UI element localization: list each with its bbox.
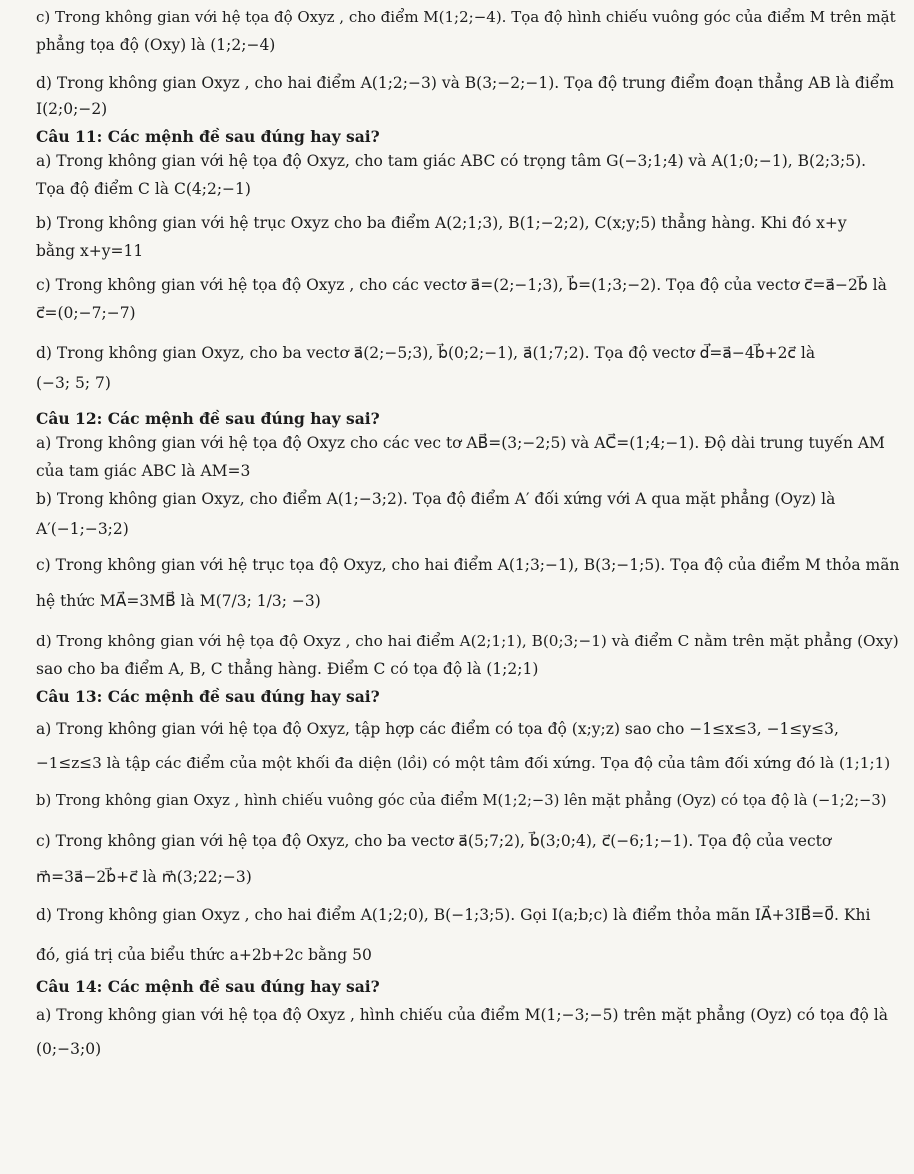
- text-line: (0;−3;0): [36, 1040, 102, 1058]
- text-line: Tọa độ điểm C là C(4;2;−1): [36, 180, 251, 198]
- text-line: d) Trong không gian Oxyz , cho hai điểm A(1;2;0), B(−1;3;5). Gọi I(a;b;c) là điểm thỏa mãn IA⃗+3IB⃗=0⃗. Khi: [36, 906, 871, 924]
- text-line: d) Trong không gian với hệ tọa độ Oxyz , cho hai điểm A(2;1;1), B(0;3;−1) và điểm C nằm trên mặt phẳng (Oxy): [36, 632, 899, 650]
- text-line: a) Trong không gian với hệ tọa độ Oxyz, tập hợp các điểm có tọa độ (x;y;z) sao cho −1≤x≤3, −1≤y≤3,: [36, 720, 839, 738]
- text-line: a) Trong không gian với hệ tọa độ Oxyz, cho tam giác ABC có trọng tâm G(−3;1;4) và A(1;0;−1), B(2;3;5).: [36, 152, 867, 170]
- text-line: b) Trong không gian với hệ trục Oxyz cho ba điểm A(2;1;3), B(1;−2;2), C(x;y;5) thẳng hàng. Khi đó x+y: [36, 214, 847, 232]
- text-line: A′(−1;−3;2): [36, 520, 129, 538]
- text-line: d) Trong không gian Oxyz, cho ba vectơ a⃗(2;−5;3), b⃗(0;2;−1), a⃗(1;7;2). Tọa độ vectơ d⃗=a⃗−4b⃗+2c⃗ là: [36, 344, 816, 362]
- text-line: −1≤z≤3 là tập các điểm của một khối đa diện (lồi) có một tâm đối xứng. Tọa độ của tâm đối xứng đó là (1;1;1): [36, 754, 891, 772]
- question-heading: Câu 11: Các mệnh đề sau đúng hay sai?: [36, 127, 380, 146]
- text-line: c⃗=(0;−7;−7): [36, 304, 136, 322]
- text-line: c) Trong không gian với hệ tọa độ Oxyz , cho điểm M(1;2;−4). Tọa độ hình chiếu vuông góc của điểm M trên mặt: [36, 8, 896, 26]
- text-line: c) Trong không gian với hệ tọa độ Oxyz , cho các vectơ a⃗=(2;−1;3), b⃗=(1;3;−2). Tọa độ của vectơ c⃗=a⃗−2b⃗ là: [36, 276, 887, 294]
- question-heading: Câu 14: Các mệnh đề sau đúng hay sai?: [36, 977, 380, 996]
- text-line: hệ thức MA⃗=3MB⃗ là M(7/3; 1/3; −3): [36, 592, 321, 610]
- text-line: phẳng tọa độ (Oxy) là (1;2;−4): [36, 36, 276, 54]
- text-line: b) Trong không gian Oxyz , hình chiếu vuông góc của điểm M(1;2;−3) lên mặt phẳng (Oyz) có tọa độ là (−1;2;−3): [36, 792, 887, 809]
- text-line: I(2;0;−2): [36, 100, 108, 118]
- text-line: sao cho ba điểm A, B, C thẳng hàng. Điểm C có tọa độ là (1;2;1): [36, 660, 539, 678]
- text-line: của tam giác ABC là AM=3: [36, 462, 251, 480]
- question-heading: Câu 12: Các mệnh đề sau đúng hay sai?: [36, 409, 380, 428]
- text-line: a) Trong không gian với hệ tọa độ Oxyz cho các vec tơ AB⃗=(3;−2;5) và AC⃗=(1;4;−1). Độ dài trung tuyến AM: [36, 434, 885, 452]
- text-line: b) Trong không gian Oxyz, cho điểm A(1;−3;2). Tọa độ điểm A′ đối xứng với A qua mặt phẳng (Oyz) là: [36, 490, 836, 508]
- text-line: bằng x+y=11: [36, 242, 144, 260]
- text-line: a) Trong không gian với hệ tọa độ Oxyz , hình chiếu của điểm M(1;−3;−5) trên mặt phẳng (Oyz) có tọa độ là: [36, 1006, 888, 1024]
- text-line: d) Trong không gian Oxyz , cho hai điểm A(1;2;−3) và B(3;−2;−1). Tọa độ trung điểm đoạn thẳng AB là điểm: [36, 74, 895, 92]
- text-line: (−3; 5; 7): [36, 374, 111, 392]
- text-line: c) Trong không gian với hệ tọa độ Oxyz, cho ba vectơ a⃗(5;7;2), b⃗(3;0;4), c⃗(−6;1;−1). Tọa độ của vectơ: [36, 832, 832, 850]
- text-line: m⃗=3a⃗−2b⃗+c⃗ là m⃗(3;22;−3): [36, 868, 252, 886]
- text-line: đó, giá trị của biểu thức a+2b+2c bằng 50: [36, 946, 372, 964]
- text-line: c) Trong không gian với hệ trục tọa độ Oxyz, cho hai điểm A(1;3;−1), B(3;−1;5). Tọa độ của điểm M thỏa mãn: [36, 556, 900, 574]
- question-heading: Câu 13: Các mệnh đề sau đúng hay sai?: [36, 687, 380, 706]
